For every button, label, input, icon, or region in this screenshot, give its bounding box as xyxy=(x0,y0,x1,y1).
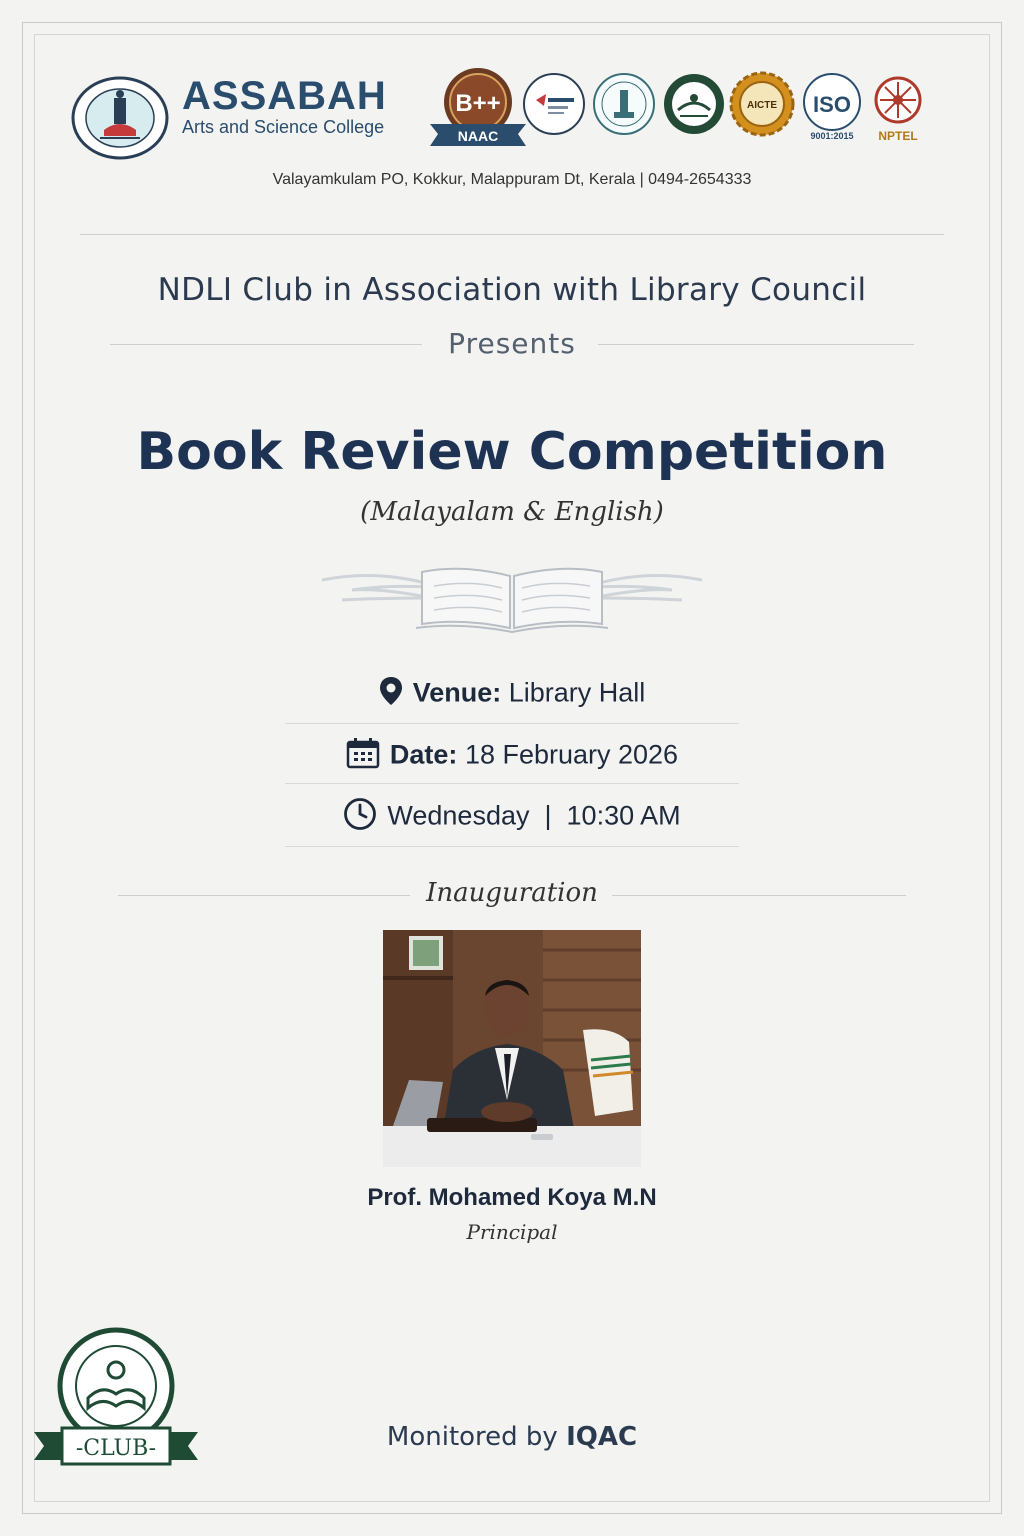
accreditation-logo-icon xyxy=(522,72,586,136)
time-divider xyxy=(285,846,739,847)
event-languages: (Malayalam & English) xyxy=(360,497,664,527)
venue-row xyxy=(0,676,1024,713)
college-seal-logo xyxy=(70,76,170,160)
principal-name: Prof. Mohamed Koya M.N xyxy=(367,1184,657,1211)
date-value: 18 February 2026 xyxy=(464,739,679,770)
time-value: 10:30 AM xyxy=(566,800,681,831)
clock-icon xyxy=(343,797,377,838)
time-separator: | xyxy=(544,800,552,831)
monitoring-body: IQAC xyxy=(566,1422,638,1452)
naac-grade: B++ xyxy=(455,90,501,117)
venue-label: Venue: xyxy=(412,677,502,708)
university-seal-icon xyxy=(592,72,656,136)
presents-label: Presents xyxy=(448,327,576,360)
nptel-label: NPTEL xyxy=(878,129,918,143)
venue-value: Library Hall xyxy=(508,677,646,708)
location-pin-icon xyxy=(379,676,403,713)
svg-text:AICTE: AICTE xyxy=(747,100,777,111)
day-value: Wednesday xyxy=(387,800,530,831)
aicte-gear-icon xyxy=(728,70,796,138)
kerala-seal-icon xyxy=(662,72,726,136)
principal-role: Principal xyxy=(466,1220,558,1244)
nptel-logo-icon xyxy=(866,72,930,144)
iso-label: ISO xyxy=(813,92,851,117)
date-row xyxy=(0,737,1024,776)
monitored-by xyxy=(0,1422,1024,1452)
monitored-prefix: Monitored by xyxy=(386,1422,558,1452)
event-title: Book Review Competition xyxy=(136,422,888,482)
iso-number: 9001:2015 xyxy=(810,131,854,141)
header-divider xyxy=(80,234,944,235)
college-address: Valayamkulam PO, Kokkur, Malappuram Dt, Kerala | 0494-2654333 xyxy=(272,171,752,188)
inauguration-heading: Inauguration xyxy=(426,878,598,908)
time-row xyxy=(0,797,1024,838)
date-label: Date: xyxy=(389,739,458,770)
calendar-icon xyxy=(346,737,380,776)
principal-photo xyxy=(383,930,641,1167)
open-book-icon xyxy=(312,558,712,638)
date-divider xyxy=(285,783,739,784)
naac-badge-icon xyxy=(426,66,530,152)
college-name: ASSABAH xyxy=(182,74,387,118)
naac-label: NAAC xyxy=(457,128,499,144)
iso-badge-icon xyxy=(800,72,864,142)
college-subtitle: Arts and Science College xyxy=(182,117,385,137)
club-ribbon-text: -CLUB- xyxy=(75,1436,157,1461)
venue-divider xyxy=(285,723,739,724)
organizer-line: NDLI Club in Association with Library Council xyxy=(157,272,867,308)
